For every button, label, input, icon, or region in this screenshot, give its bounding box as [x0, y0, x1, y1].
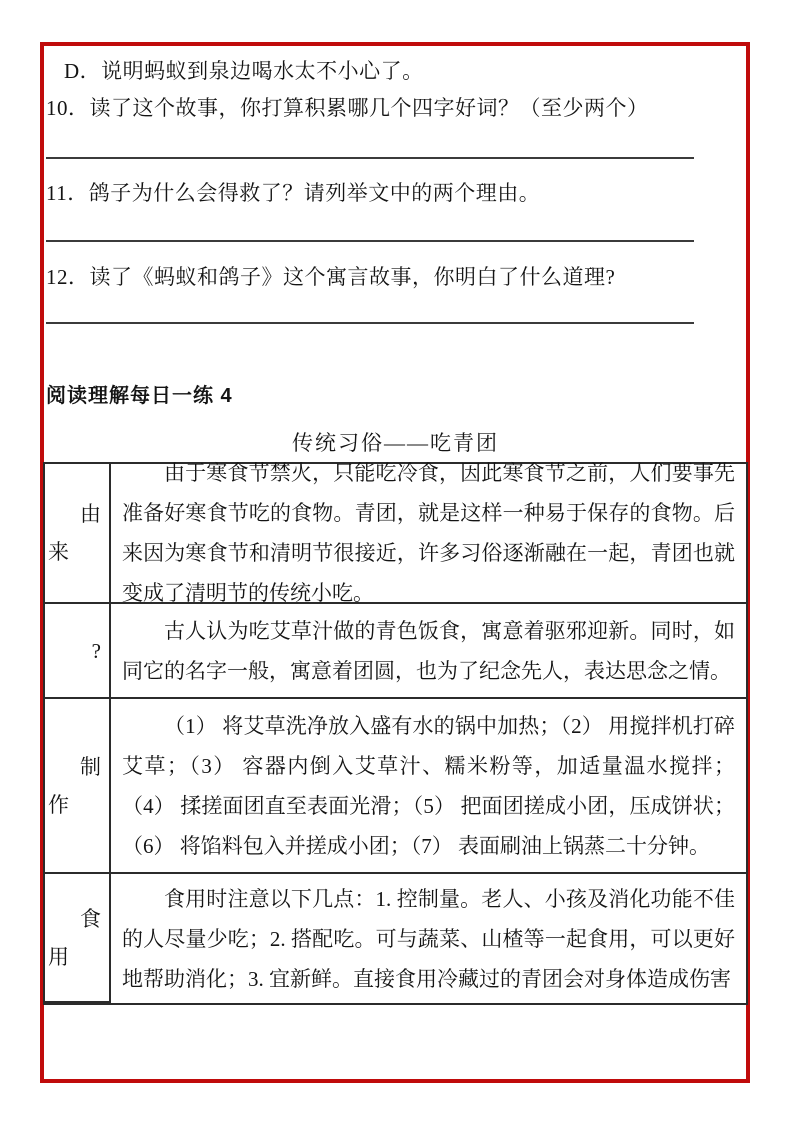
table-cell-meaning: [111, 604, 746, 699]
passage-title: 传统习俗——吃青团: [292, 431, 499, 455]
table-row-label-origin: [45, 464, 111, 604]
label-char: 作: [48, 792, 69, 817]
table-cell-origin: [111, 461, 746, 605]
label-char: 来: [48, 540, 69, 564]
label-char: ?: [91, 638, 101, 663]
table-cell-text: 食用时注意以下几点：1. 控制量。老人、小孩及消化功能不佳的人尽量少吃；2. 搭配吃。可与蔬菜、山楂等一起食用，可以更好地帮助消化；3. 宜新鲜。直接食用冷藏过的青团会对身体造成伤害: [122, 886, 735, 991]
table-cell-eating: [111, 874, 746, 1003]
answer-line-q10: [46, 157, 694, 159]
question-10-text: 10．读了这个故事，你打算积累哪几个四字好词？（至少两个）: [46, 96, 649, 120]
label-char: 制: [80, 754, 101, 779]
answer-line-q12: [46, 322, 694, 324]
option-d-text: D．说明蚂蚁到泉边喝水太不小心了。: [64, 59, 424, 83]
table-row-label-making: [45, 699, 111, 874]
passage-table: [43, 462, 748, 1005]
section-heading: 阅读理解每日一练 4: [46, 385, 233, 407]
label-char: 由: [80, 502, 101, 526]
answer-line-q11: [46, 240, 694, 242]
table-cell-text: 古人认为吃艾草汁做的青色饭食，寓意着驱邪迎新。同时，如同它的名字一般，寓意着团圆，也为了纪念先人，表达思念之情。: [122, 618, 735, 683]
table-cell-text: （1） 将艾草洗净放入盛有水的锅中加热；（2） 用搅拌机打碎艾草；（3） 容器内倒入艾草汁、糯米粉等，加适量温水搅拌；（4） 揉搓面团直至表面光滑；（5） 把面团搓成小团，压成饼状；（6） 将馅料包入并搓成小团；（7） 表面刷油上锅蒸二十分钟。: [122, 713, 735, 858]
question-12-text: 12．读了《蚂蚁和鸽子》这个寓言故事，你明白了什么道理?: [46, 265, 616, 289]
table-cell-making: [111, 699, 746, 874]
table-row-label-question-mark: [45, 604, 111, 699]
label-char: 用: [48, 944, 69, 969]
table-row-label-eating: [45, 874, 111, 1003]
question-11-text: 11．鸽子为什么会得救了？请列举文中的两个理由。: [46, 181, 541, 205]
label-char: 食: [80, 906, 101, 931]
table-cell-text: 由于寒食节禁火，只能吃冷食，因此寒食节之前，人们要事先准备好寒食节吃的食物。青团，就是这样一种易于保存的食物。后来因为寒食节和清明节很接近，许多习俗逐渐融在一起，青团也就变成了清明节的传统小吃。: [122, 461, 735, 605]
